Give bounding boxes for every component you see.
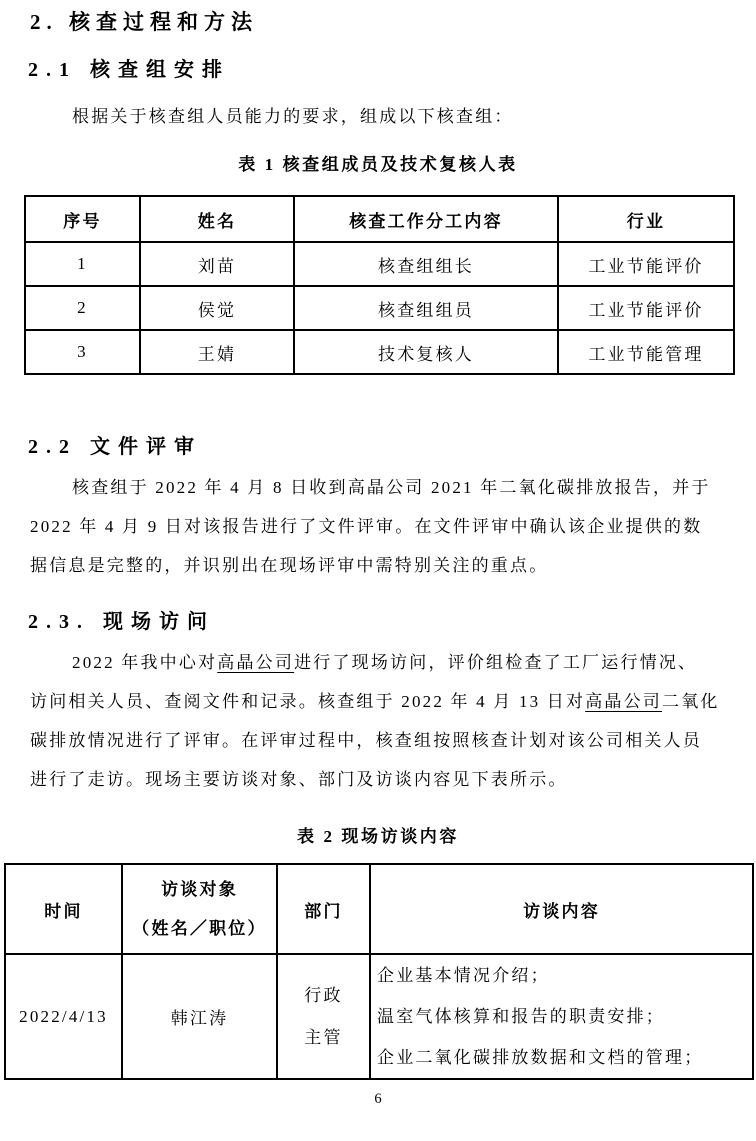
text-line: [30, 546, 726, 585]
text-run: 据信息是完整的，并识别出在现场评审中需特别关注的重点。: [30, 556, 549, 575]
table1-cell-name: 王婧: [140, 330, 294, 374]
department-line: 行政: [304, 985, 343, 1005]
page-number: 6: [374, 1091, 382, 1107]
text-line: [30, 760, 726, 799]
text-run: 访问相关人员、查阅文件和记录。核查组于 2022 年 4 月 13 日对: [30, 692, 586, 711]
table2-header-person: [122, 864, 277, 954]
table1-cell-industry: 工业节能评价: [558, 242, 734, 286]
interview-content-line: 温室气体核算和报告的职责安排；: [377, 1007, 665, 1026]
table-row: [25, 286, 734, 330]
paragraph-2-2: [30, 468, 726, 585]
table1-cell-name: 刘苗: [140, 242, 294, 286]
table1-header-index: 序号: [25, 196, 140, 242]
text-line: [30, 721, 726, 760]
text-run: 二氧化: [662, 692, 720, 711]
table1-header-industry: 行业: [558, 196, 734, 242]
table2-header-content: 访谈内容: [370, 864, 753, 954]
table2-header-person-line1: 访谈对象: [161, 880, 238, 899]
section-heading-2-1: 2.1 核查组安排: [28, 59, 230, 81]
chapter-heading: 2. 核查过程和方法: [30, 10, 258, 34]
table1-header-name: 姓名: [140, 196, 294, 242]
text-run: 根据关于核查组人员能力的要求，组成以下核查组：: [72, 107, 514, 126]
text-run: 2022 年 4 月 9 日对该报告进行了文件评审。在文件评审中确认该企业提供的数: [30, 517, 703, 536]
text-line: [30, 682, 726, 721]
table1-cell-index: 1: [25, 242, 140, 286]
table2-cell-department: [277, 954, 370, 1079]
section-heading-2-2: 2.2 文件评审: [28, 436, 202, 458]
table-header-row: [5, 864, 753, 954]
interview-table: [4, 863, 754, 1080]
text-run: 碳排放情况进行了评审。在评审过程中，核查组按照核查计划对该公司相关人员: [30, 731, 702, 750]
text-line: [30, 468, 726, 507]
table-row: [25, 330, 734, 374]
table1-cell-industry: 工业节能管理: [558, 330, 734, 374]
underlined-company-name: 高晶公司: [217, 653, 295, 672]
underlined-company-name: 高晶公司: [585, 692, 663, 711]
department-line: 主管: [304, 1027, 343, 1047]
text-run: 进行了走访。现场主要访谈对象、部门及访谈内容见下表所示。: [30, 770, 568, 789]
text-run: 核查组于 2022 年 4 月 8 日收到高晶公司 2021 年二氧化碳排放报告，并于: [72, 478, 711, 497]
table-header-row: [25, 196, 734, 242]
table-row: [5, 954, 753, 1079]
section-heading-2-3: 2.3. 现场访问: [28, 611, 215, 633]
table2-header-person-line2: （姓名／职位）: [132, 919, 267, 938]
text-line: [30, 103, 726, 130]
text-line: [30, 643, 726, 682]
table1-cell-role: 核查组组长: [294, 242, 558, 286]
table2-cell-content: [370, 954, 753, 1079]
table1-header-role: 核查工作分工内容: [294, 196, 558, 242]
table1-cell-index: 3: [25, 330, 140, 374]
table1-cell-role: 核查组组员: [294, 286, 558, 330]
text-line: [30, 507, 726, 546]
table2-title: 表 2 现场访谈内容: [297, 827, 459, 846]
table2-cell-time: 2022/4/13: [5, 954, 122, 1079]
paragraph-2-3: [30, 643, 726, 799]
table2-header-time: 时间: [5, 864, 122, 954]
interview-content-line: 企业基本情况介绍；: [377, 966, 550, 985]
text-run: 2022 年我中心对: [72, 653, 218, 672]
table1-cell-index: 2: [25, 286, 140, 330]
interview-content-line: 企业二氧化碳排放数据和文档的管理；: [377, 1048, 704, 1067]
table2-cell-person: 韩江涛: [122, 954, 277, 1079]
table-row: [25, 242, 734, 286]
table2-header-department: 部门: [277, 864, 370, 954]
text-run: 进行了现场访问，评价组检查了工厂运行情况、: [294, 653, 698, 672]
table1-cell-role: 技术复核人: [294, 330, 558, 374]
table1-cell-name: 侯觉: [140, 286, 294, 330]
table1-title: 表 1 核查组成员及技术复核人表: [238, 155, 518, 174]
paragraph-2-1: [30, 103, 726, 130]
table1-cell-industry: 工业节能评价: [558, 286, 734, 330]
verification-team-table: [24, 195, 735, 375]
document-page: [0, 8, 756, 1141]
